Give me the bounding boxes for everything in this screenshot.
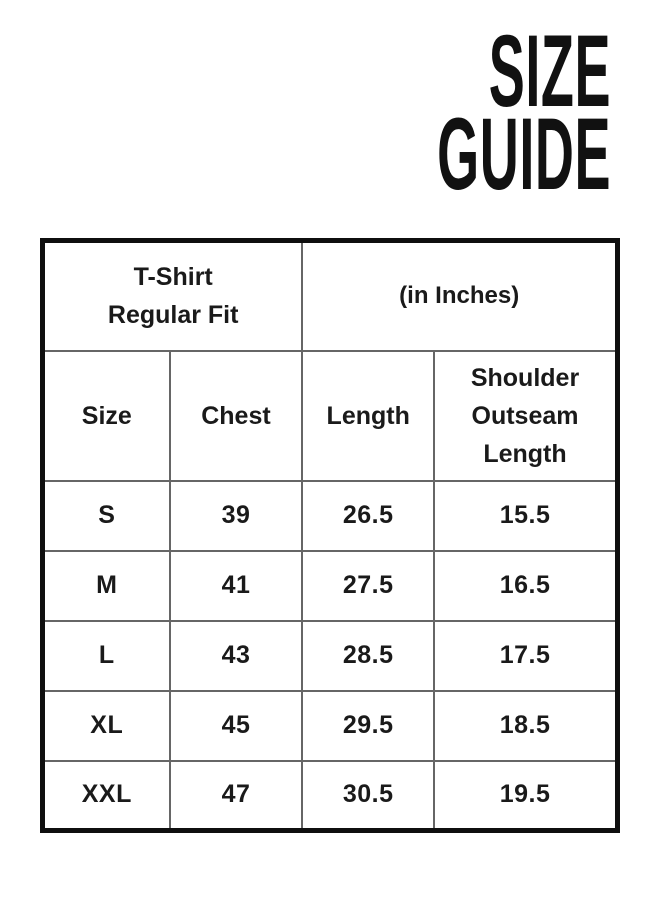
length-cell: 27.5 bbox=[302, 551, 434, 621]
size-cell: L bbox=[43, 621, 170, 691]
shoulder-cell: 18.5 bbox=[434, 691, 617, 761]
length-cell: 28.5 bbox=[302, 621, 434, 691]
shoulder-cell: 17.5 bbox=[434, 621, 617, 691]
table-row-xl bbox=[43, 691, 618, 761]
size-guide-table bbox=[40, 238, 620, 833]
column-header-size: Size bbox=[43, 351, 170, 481]
size-guide-title bbox=[437, 14, 611, 211]
product-header-cell bbox=[43, 241, 303, 351]
shoulder-header-text: Shoulder Outseam Length bbox=[470, 363, 580, 468]
size-table-container bbox=[40, 238, 620, 833]
size-cell: M bbox=[43, 551, 170, 621]
title-word-size: SIZE bbox=[488, 14, 611, 128]
chest-cell: 47 bbox=[170, 761, 303, 831]
length-cell: 26.5 bbox=[302, 481, 434, 551]
table-row-xxl bbox=[43, 761, 618, 831]
table-row-s bbox=[43, 481, 618, 551]
column-header-shoulder-outseam-length bbox=[434, 351, 617, 481]
chest-cell: 41 bbox=[170, 551, 303, 621]
chest-cell: 39 bbox=[170, 481, 303, 551]
table-row-m bbox=[43, 551, 618, 621]
length-cell: 30.5 bbox=[302, 761, 434, 831]
shoulder-cell: 19.5 bbox=[434, 761, 617, 831]
shoulder-cell: 15.5 bbox=[434, 481, 617, 551]
product-fit: Regular Fit bbox=[107, 301, 239, 330]
merged-header-row bbox=[43, 241, 618, 351]
column-header-chest: Chest bbox=[170, 351, 303, 481]
column-header-length: Length bbox=[302, 351, 434, 481]
shoulder-cell: 16.5 bbox=[434, 551, 617, 621]
size-cell: S bbox=[43, 481, 170, 551]
size-cell: XXL bbox=[43, 761, 170, 831]
chest-cell: 45 bbox=[170, 691, 303, 761]
chest-cell: 43 bbox=[170, 621, 303, 691]
unit-header-cell: (in Inches) bbox=[302, 241, 617, 351]
length-cell: 29.5 bbox=[302, 691, 434, 761]
table-row-l bbox=[43, 621, 618, 691]
title-word-guide: GUIDE bbox=[437, 97, 611, 211]
size-cell: XL bbox=[43, 691, 170, 761]
product-name: T-Shirt bbox=[133, 263, 213, 292]
column-header-row bbox=[43, 351, 618, 481]
